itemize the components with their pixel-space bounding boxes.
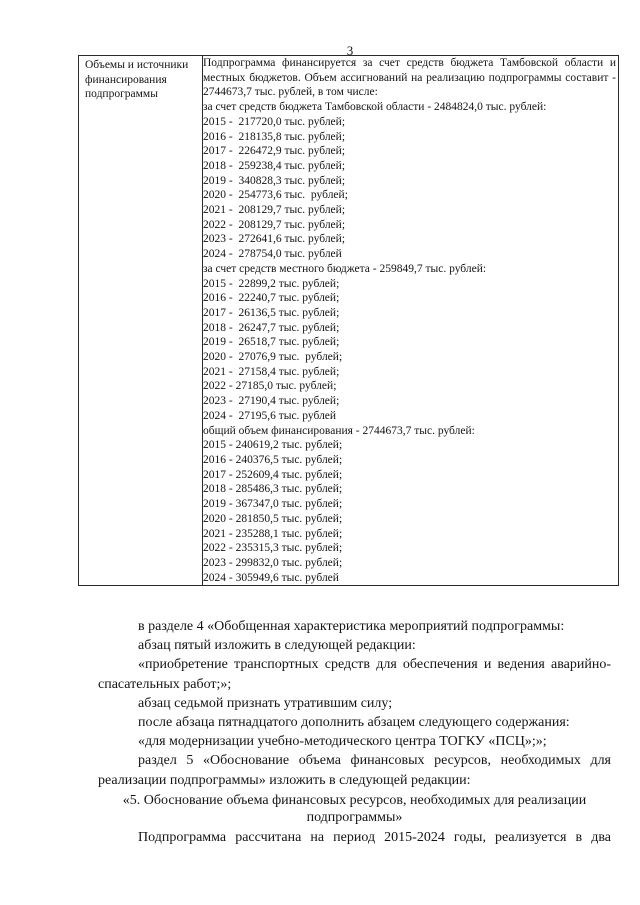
financing-line: 2016 - 240376,5 тыс. рублей; bbox=[203, 453, 343, 466]
financing-line: 2017 - 26136,5 тыс. рублей; bbox=[203, 306, 340, 319]
financing-line: 2016 - 22240,7 тыс. рублей; bbox=[203, 292, 340, 305]
paragraph-seventh-abzac: абзац седьмой признать утратившим силу; bbox=[138, 695, 393, 711]
paragraph-fifth-abzac: абзац пятый изложить в следующей редакции: bbox=[138, 638, 416, 654]
financing-line: 2021 - 208129,7 тыс. рублей; bbox=[203, 204, 346, 217]
financing-line: 2017 - 252609,4 тыс. рублей; bbox=[203, 468, 343, 481]
financing-line: 2019 - 367347,0 тыс. рублей; bbox=[203, 498, 343, 511]
amendments-text bbox=[98, 617, 611, 827]
financing-line: 2024 - 305949,6 тыс. рублей bbox=[203, 571, 339, 584]
financing-line: 2019 - 340828,3 тыс. рублей; bbox=[203, 174, 346, 187]
financing-line: 2015 - 240619,2 тыс. рублей; bbox=[203, 439, 343, 452]
financing-line: 2020 - 281850,5 тыс. рублей; bbox=[203, 512, 343, 525]
paragraph-fifteenth-abzac: после абзаца пятнадцатого дополнить абзацем следующего содержания: bbox=[138, 715, 570, 731]
financing-line: 2022 - 27185,0 тыс. рублей; bbox=[203, 380, 337, 393]
financing-line: 2024 - 27195,6 тыс. рублей bbox=[203, 409, 337, 422]
financing-table-row bbox=[79, 56, 619, 586]
paragraph-vehicles: «приобретение транспортных средств для обеспечения и ведения аварийно-спасательных работ;»; bbox=[98, 657, 611, 692]
financing-label-cell bbox=[79, 56, 203, 586]
financing-line: 2020 - 27076,9 тыс. рублей; bbox=[203, 351, 343, 364]
financing-line: 2022 - 235315,3 тыс. рублей; bbox=[203, 542, 343, 555]
financing-intro: Подпрограмма финансируется за счет средств бюджета Тамбовской области и местных бюджетов. Объем ассигнований на реализацию подпрограммы составит - 2744673,7 тыс. рублей, в том числе: bbox=[203, 57, 616, 99]
financing-line: за счет средств бюджета Тамбовской области - 2484824,0 тыс. рублей: bbox=[203, 101, 547, 114]
paragraph-period: Подпрограмма рассчитана на период 2015-2024 годы, реализуется в два bbox=[138, 830, 611, 845]
financing-line: 2019 - 26518,7 тыс. рублей; bbox=[203, 336, 340, 349]
financing-content-cell bbox=[203, 56, 619, 586]
section-5-heading: «5. Обоснование объема финансовых ресурсов, необходимых для реализации подпрограммы» bbox=[122, 792, 587, 826]
financing-line: 2018 - 285486,3 тыс. рублей; bbox=[203, 483, 343, 496]
financing-line: общий объем финансирования - 2744673,7 тыс. рублей: bbox=[203, 424, 475, 437]
financing-line: за счет средств местного бюджета - 259849,7 тыс. рублей: bbox=[203, 262, 487, 275]
financing-line: 2018 - 259238,4 тыс. рублей; bbox=[203, 159, 346, 172]
financing-table bbox=[78, 55, 619, 586]
financing-line: 2023 - 299832,0 тыс. рублей; bbox=[203, 556, 343, 569]
financing-line: 2020 - 254773,6 тыс. рублей; bbox=[203, 189, 348, 202]
financing-line: 2024 - 278754,0 тыс. рублей bbox=[203, 248, 342, 261]
paragraph-modernization: «для модернизации учебно-методического центра ТОГКУ «ПСЦ»;»; bbox=[138, 734, 547, 750]
financing-line: 2021 - 235288,1 тыс. рублей; bbox=[203, 527, 343, 540]
financing-line: 2015 - 22899,2 тыс. рублей; bbox=[203, 277, 340, 290]
financing-line: 2017 - 226472,9 тыс. рублей; bbox=[203, 145, 346, 158]
paragraph-section-4: в разделе 4 «Обобщенная характеристика мероприятий подпрограммы: bbox=[138, 619, 565, 634]
financing-line: 2016 - 218135,8 тыс. рублей; bbox=[203, 130, 346, 143]
financing-lines bbox=[203, 100, 618, 585]
paragraph-section-5: раздел 5 «Обоснование объема финансовых ресурсов, необходимых для реализации подпрограммы» изложить в следующей редакции: bbox=[98, 753, 611, 788]
financing-line: 2015 - 217720,0 тыс. рублей; bbox=[203, 115, 346, 128]
page-number: 3 bbox=[346, 43, 354, 58]
financing-line: 2023 - 272641,6 тыс. рублей; bbox=[203, 233, 346, 246]
financing-line: 2021 - 27158,4 тыс. рублей; bbox=[203, 365, 340, 378]
financing-label: Объемы и источники финансирования подпрограммы bbox=[85, 59, 189, 101]
financing-line: 2023 - 27190,4 тыс. рублей; bbox=[203, 395, 340, 408]
financing-line: 2018 - 26247,7 тыс. рублей; bbox=[203, 321, 340, 334]
financing-line: 2022 - 208129,7 тыс. рублей; bbox=[203, 218, 346, 231]
